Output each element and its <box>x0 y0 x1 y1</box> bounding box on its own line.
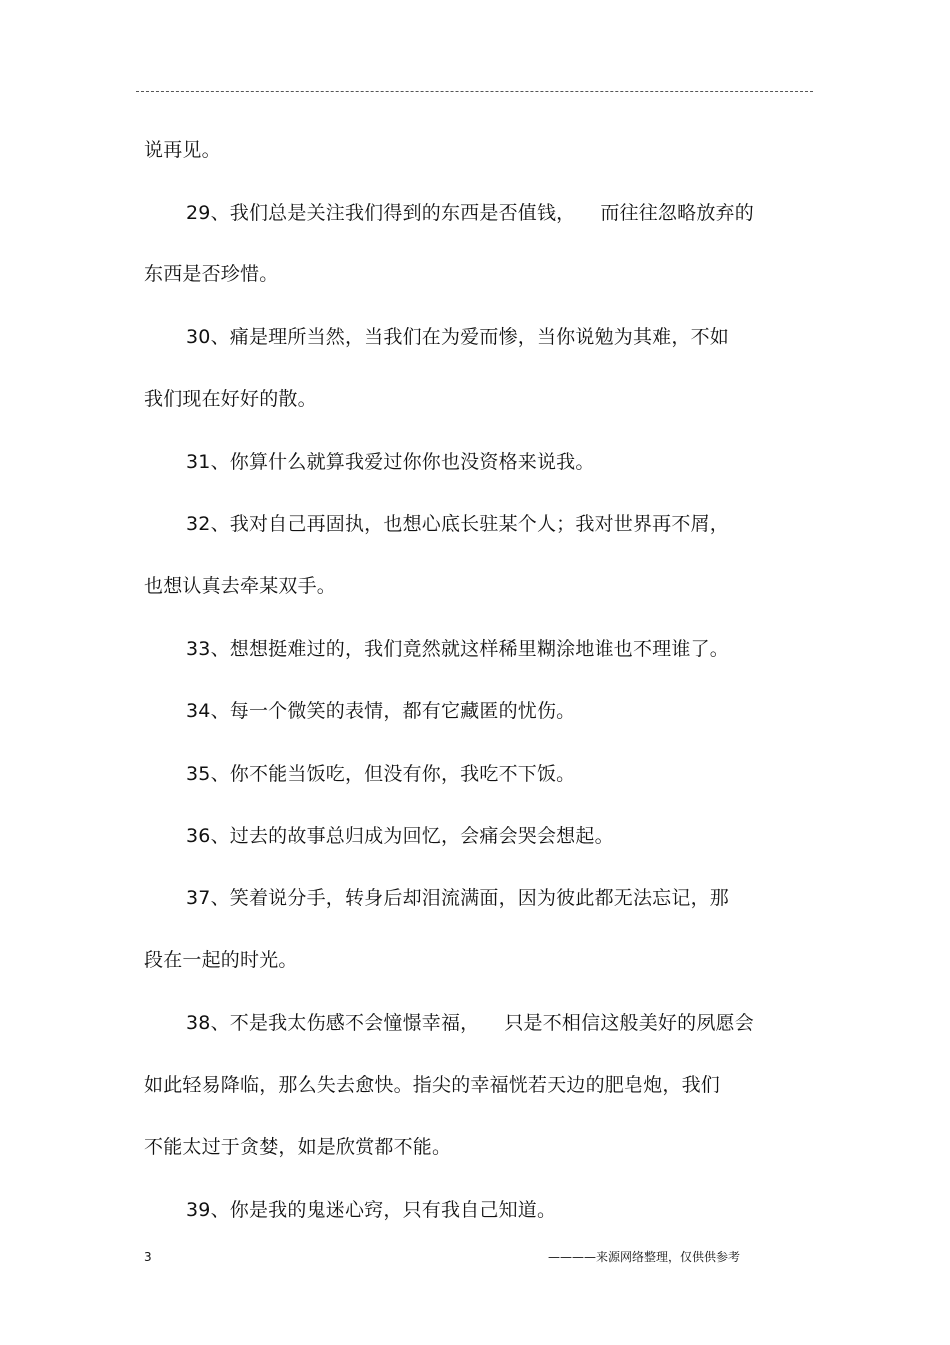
text-line: 30、痛是理所当然，当我们在为爱而惨，当你说勉为其难，不如 <box>186 326 729 348</box>
page-number: 3 <box>144 1250 152 1264</box>
text-line: 我们现在好好的散。 <box>144 388 317 410</box>
text-line: 37、笑着说分手，转身后却泪流满面，因为彼此都无法忘记，那 <box>186 887 729 909</box>
text-line: 也想认真去牵某双手。 <box>144 575 337 597</box>
text-line: 35、你不能当饭吃，但没有你，我吃不下饭。 <box>186 763 576 785</box>
text-line: 34、每一个微笑的表情，都有它藏匿的忧伤。 <box>186 700 576 722</box>
text-line: 段在一起的时光。 <box>144 949 298 971</box>
text-line: 36、过去的故事总归成为回忆，会痛会哭会想起。 <box>186 825 614 847</box>
text-line: 31、你算什么就算我爱过你你也没资格来说我。 <box>186 451 595 473</box>
text-line: 38、不是我太伤感不会憧憬幸福， 只是不相信这般美好的夙愿会 <box>186 1012 754 1034</box>
text-line: 32、我对自己再固执，也想心底长驻某个人；我对世界再不屑， <box>186 513 729 535</box>
text-line: 29、我们总是关注我们得到的东西是否值钱， 而往往忽略放弃的 <box>186 202 754 224</box>
text-line: 如此轻易降临，那么失去愈快。指尖的幸福恍若天边的肥皂炮，我们 <box>144 1074 721 1096</box>
text-line: 说再见。 <box>144 139 221 161</box>
header-rule <box>136 91 813 92</box>
text-line: 不能太过于贪婪，如是欣赏都不能。 <box>144 1136 452 1158</box>
text-line: 33、想想挺难过的，我们竟然就这样稀里糊涂地谁也不理谁了。 <box>186 638 729 660</box>
text-line: 39、你是我的鬼迷心窍，只有我自己知道。 <box>186 1199 557 1221</box>
footer-note: ————来源网络整理，仅供供参考 <box>548 1250 741 1264</box>
text-line: 东西是否珍惜。 <box>144 263 279 285</box>
